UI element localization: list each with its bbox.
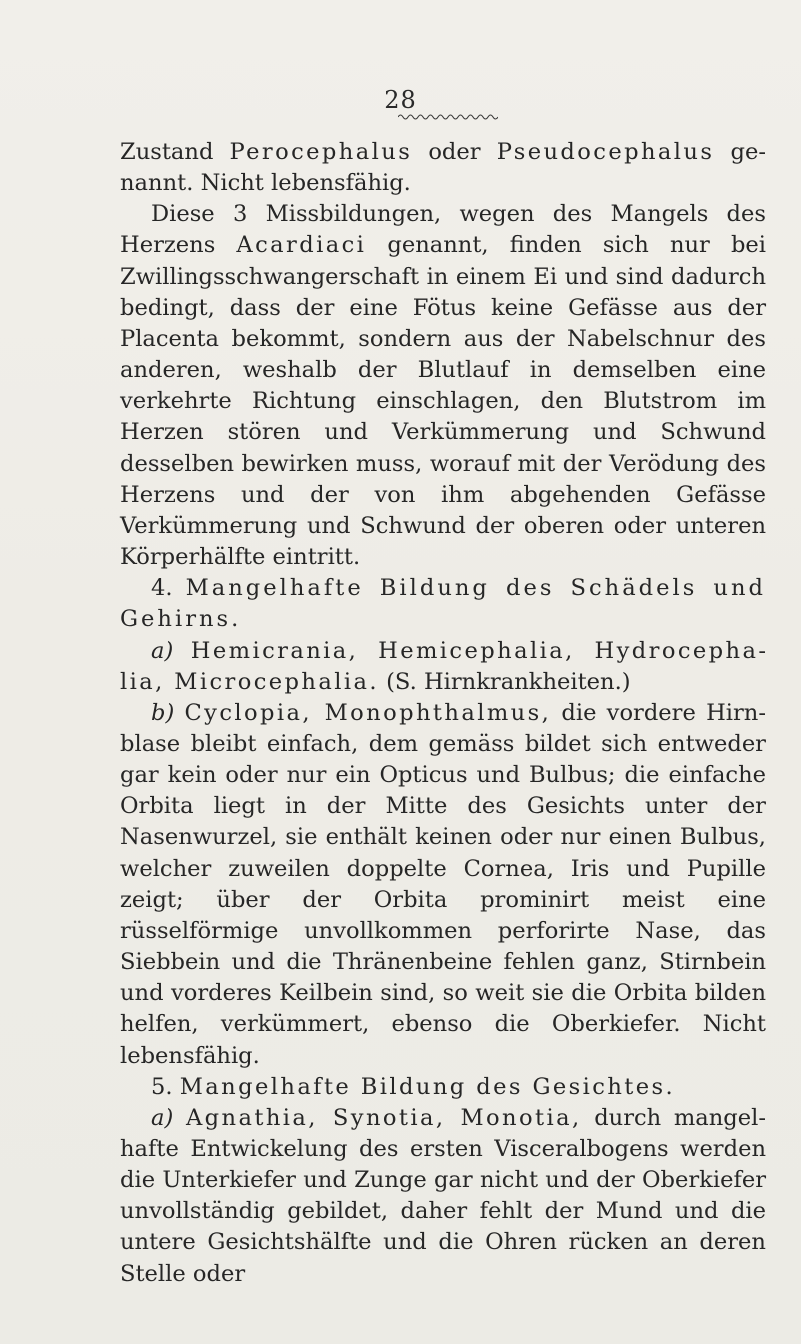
item-label-b: b) <box>151 699 175 726</box>
terms-hemicrania: Hemicrania, Hemicephalia, Hydrocephalia, Microcephalia. <box>120 637 766 695</box>
page-header <box>0 86 801 114</box>
paragraph-agnathia: a) Agnathia, Synotia, Monotia, durch mangelhafte Entwickelung des ersten Visceralbogens werden die Unterkiefer und Zunge gar nicht und der Oberkiefer unvollständig gebildet, daher fehlt der Mund und die untere Gesichtshälfte und die Ohren rücken an deren Stelle oder <box>120 1104 767 1287</box>
item-label-a2: a) <box>151 1104 174 1131</box>
term-acardiaci: Acardiaci <box>236 232 367 259</box>
heading-gesicht: Mangelhafte Bildung des Gesichtes. <box>179 1073 676 1100</box>
section-heading-4: 4. Mangelhafte Bildung des Schädels und Gehirns. <box>120 575 766 633</box>
heading-schaedel-gehirn: Mangelhafte Bildung des Schädels und Gehirns. <box>120 575 766 633</box>
section-heading-5: 5. Mangelhafte Bildung des Gesichtes. <box>151 1073 676 1100</box>
paragraph-perocephalus: Zustand Perocephalus oder Pseudocephalus genannt. Nicht lebensfähig. <box>120 139 766 197</box>
item-label-a: a) <box>151 637 174 664</box>
wavy-rule-ornament <box>398 113 498 121</box>
page-number: 28 <box>384 86 417 114</box>
paragraph-hemicrania: a) Hemicrania, Hemicephalia, Hydrocephalia, Microcephalia. (S. Hirnkrankheiten.) <box>120 637 766 695</box>
paragraph-cyclopia: b) Cyclopia, Monophthalmus, die vordere Hirnblase bleibt einfach, dem gemäss bildet sich entweder gar kein oder nur ein Opticus und Bulbus; die einfache Orbita liegt in der Mitte des Gesichts unter der Nasenwurzel, sie enthält keinen oder nur einen Bulbus, welcher zuweilen doppelte Cornea, Iris und Pupille zeigt; über der Orbita prominirt meist eine rüsselförmige unvollkommen perforirte Nase, das Siebbein und die Thränenbeine fehlen ganz, Stirnbein und vorderes Keilbein sind, so weit sie die Orbita bilden helfen, verkümmert, ebenso die Oberkiefer. Nicht lebensfähig. <box>120 699 766 1069</box>
body-text <box>120 137 766 1290</box>
paragraph-acardiaci: Diese 3 Missbildungen, wegen des Mangels des Herzens Acardiaci genannt, finden sich nur bei Zwillingsschwangerschaft in einem Ei und sind dadurch bedingt, dass der eine Fötus keine Gefässe aus der Placenta bekommt, sondern aus der Nabelschnur des anderen, weshalb der Blutlauf in demselben eine verkehrte Richtung einschlagen, den Blutstrom im Herzen stören und Verkümmerung und Schwund desselben bewirken muss, worauf mit der Verödung des Herzens und der von ihm abgehenden Gefässe Verkümmerung und Schwund der oberen oder unteren Körperhälfte eintritt. <box>120 201 767 571</box>
terms-cyclopia: Cyclopia, Monophthalmus, <box>184 699 552 726</box>
term-perocephalus: Perocephalus <box>229 139 413 165</box>
terms-agnathia: Agnathia, Synotia, Monotia, <box>185 1104 582 1131</box>
term-pseudocephalus: Pseudocephalus <box>496 139 715 165</box>
